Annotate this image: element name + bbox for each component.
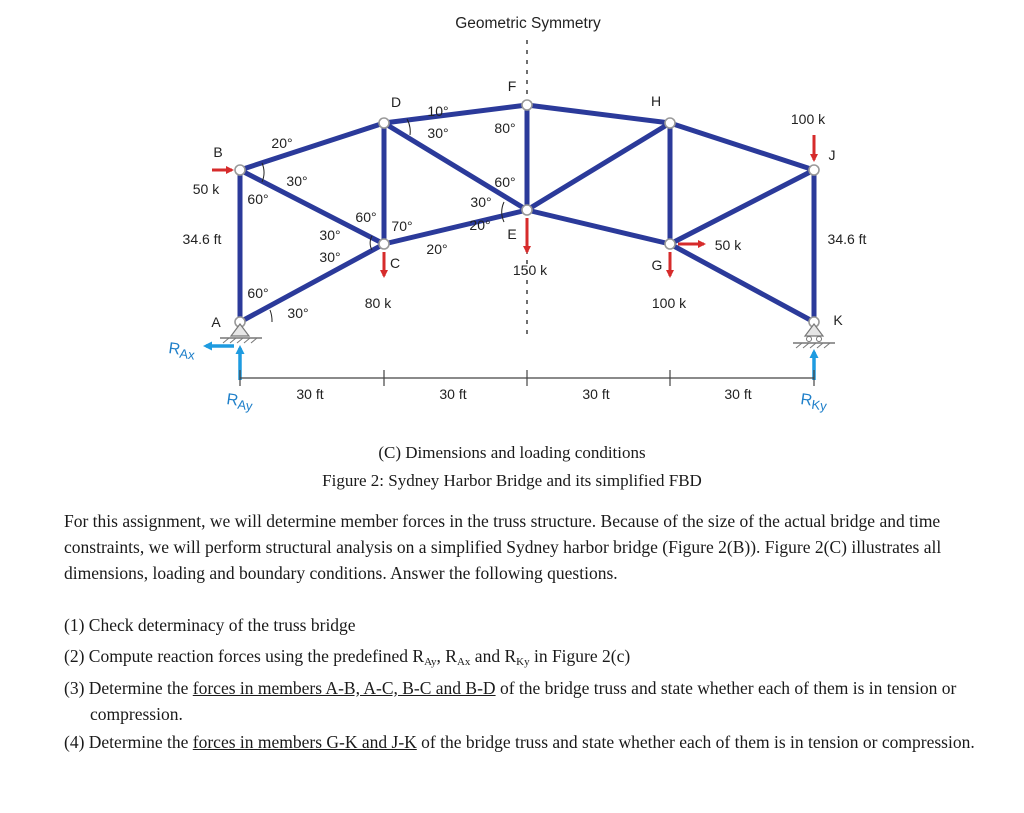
angle-e-left: 30° [470, 194, 492, 210]
member-h-j [670, 123, 814, 170]
height-label-left: 34.6 ft [182, 231, 222, 247]
load-label-g-right: 50 k [714, 237, 742, 253]
reaction-label-ay: RAy [225, 391, 254, 414]
angle-b-down: 60° [247, 191, 269, 207]
reaction-arrows [206, 346, 814, 380]
angle-c-right: 20° [426, 241, 448, 257]
load-label-e: 150 k [512, 262, 548, 278]
angle-c-up: 70° [391, 218, 413, 234]
angle-a-up: 60° [247, 285, 269, 301]
question-3-members: forces in members A-B, A-C, B-C and B-D [192, 678, 496, 698]
member-g-k [670, 244, 814, 322]
question-4-members: forces in members G-K and J-K [192, 732, 417, 752]
load-label-b: 50 k [192, 181, 220, 197]
span-label-4: 30 ft [724, 386, 752, 402]
joint-g [665, 239, 675, 249]
angle-e-down: 20° [469, 217, 491, 233]
angle-e-up: 60° [494, 174, 516, 190]
height-label-right: 34.6 ft [827, 231, 867, 247]
reaction-label-ky: RKy [799, 391, 828, 414]
node-label-b: B [213, 144, 223, 160]
angle-d-right: 10° [427, 103, 449, 119]
angle-d-diag: 30° [427, 125, 449, 141]
load-label-c: 80 k [364, 295, 392, 311]
dimension-line [240, 370, 814, 386]
node-label-j: J [828, 147, 836, 163]
joint-f [522, 100, 532, 110]
joint-b [235, 165, 245, 175]
question-3: (3) Determine the forces in members A-B, A-C, B-C and B-D of the bridge truss and state whether each of them is in tension or compression. [64, 678, 957, 724]
question-1: (1) Check determinacy of the truss bridge [64, 615, 356, 635]
member-e-g [527, 210, 670, 244]
assignment-paragraph: For this assignment, we will determine member forces in the truss structure. Because of the size of the actual bridge and time constraints, we will perform structural analysis on a simplified Sydney harbor bridge (Figure 2(B)). Figure 2(C) illustrates all dimensions, loading and boundary conditions. Answer the following questions. [64, 511, 942, 583]
reaction-label-ax: RAx [167, 340, 196, 363]
angle-b-top: 20° [271, 135, 293, 151]
member-g-j [670, 170, 814, 244]
span-label-2: 30 ft [439, 386, 467, 402]
span-label-1: 30 ft [296, 386, 324, 402]
member-a-c [240, 244, 384, 322]
node-label-d: D [390, 94, 402, 110]
node-label-c: C [389, 255, 401, 271]
member-f-h [527, 105, 670, 123]
load-label-j: 100 k [790, 111, 826, 127]
joint-j [809, 165, 819, 175]
pin-support-a [220, 324, 262, 343]
member-d-e [384, 123, 527, 210]
joint-c [379, 239, 389, 249]
load-label-g-down: 100 k [651, 295, 687, 311]
angle-c-upleft: 60° [355, 209, 377, 225]
question-2: (2) Compute reaction forces using the predefined $R_{Ay}$, $R_{Ax}$ and $R_{Ky}$ in Figure 2(c) [64, 646, 631, 668]
angle-c-left-down: 30° [319, 249, 341, 265]
angle-f: 80° [494, 120, 516, 136]
node-label-a: A [211, 314, 221, 330]
member-b-d [240, 123, 384, 170]
node-label-k: K [833, 312, 843, 328]
angle-c-left-up: 30° [319, 227, 341, 243]
figure-subcaption: (C) Dimensions and loading conditions [378, 443, 646, 462]
figure-caption: Figure 2: Sydney Harbor Bridge and its simplified FBD [322, 471, 702, 490]
span-label-3: 30 ft [582, 386, 610, 402]
joint-h [665, 118, 675, 128]
member-b-c [240, 170, 384, 244]
member-e-h [527, 123, 670, 210]
roller-support-k [793, 324, 835, 348]
angle-a-right: 30° [287, 305, 309, 321]
question-4: (4) Determine the forces in members G-K and J-K of the bridge truss and state whether each of them is in tension or compression. [64, 732, 975, 752]
load-arrows [212, 135, 814, 276]
node-label-f: F [507, 78, 517, 94]
node-label-g: G [651, 257, 663, 273]
angle-b-right: 30° [286, 173, 308, 189]
joint-d [379, 118, 389, 128]
joint-e [522, 205, 532, 215]
node-label-e: E [507, 226, 517, 242]
figure-title: Geometric Symmetry [455, 15, 601, 32]
node-label-h: H [650, 93, 662, 109]
